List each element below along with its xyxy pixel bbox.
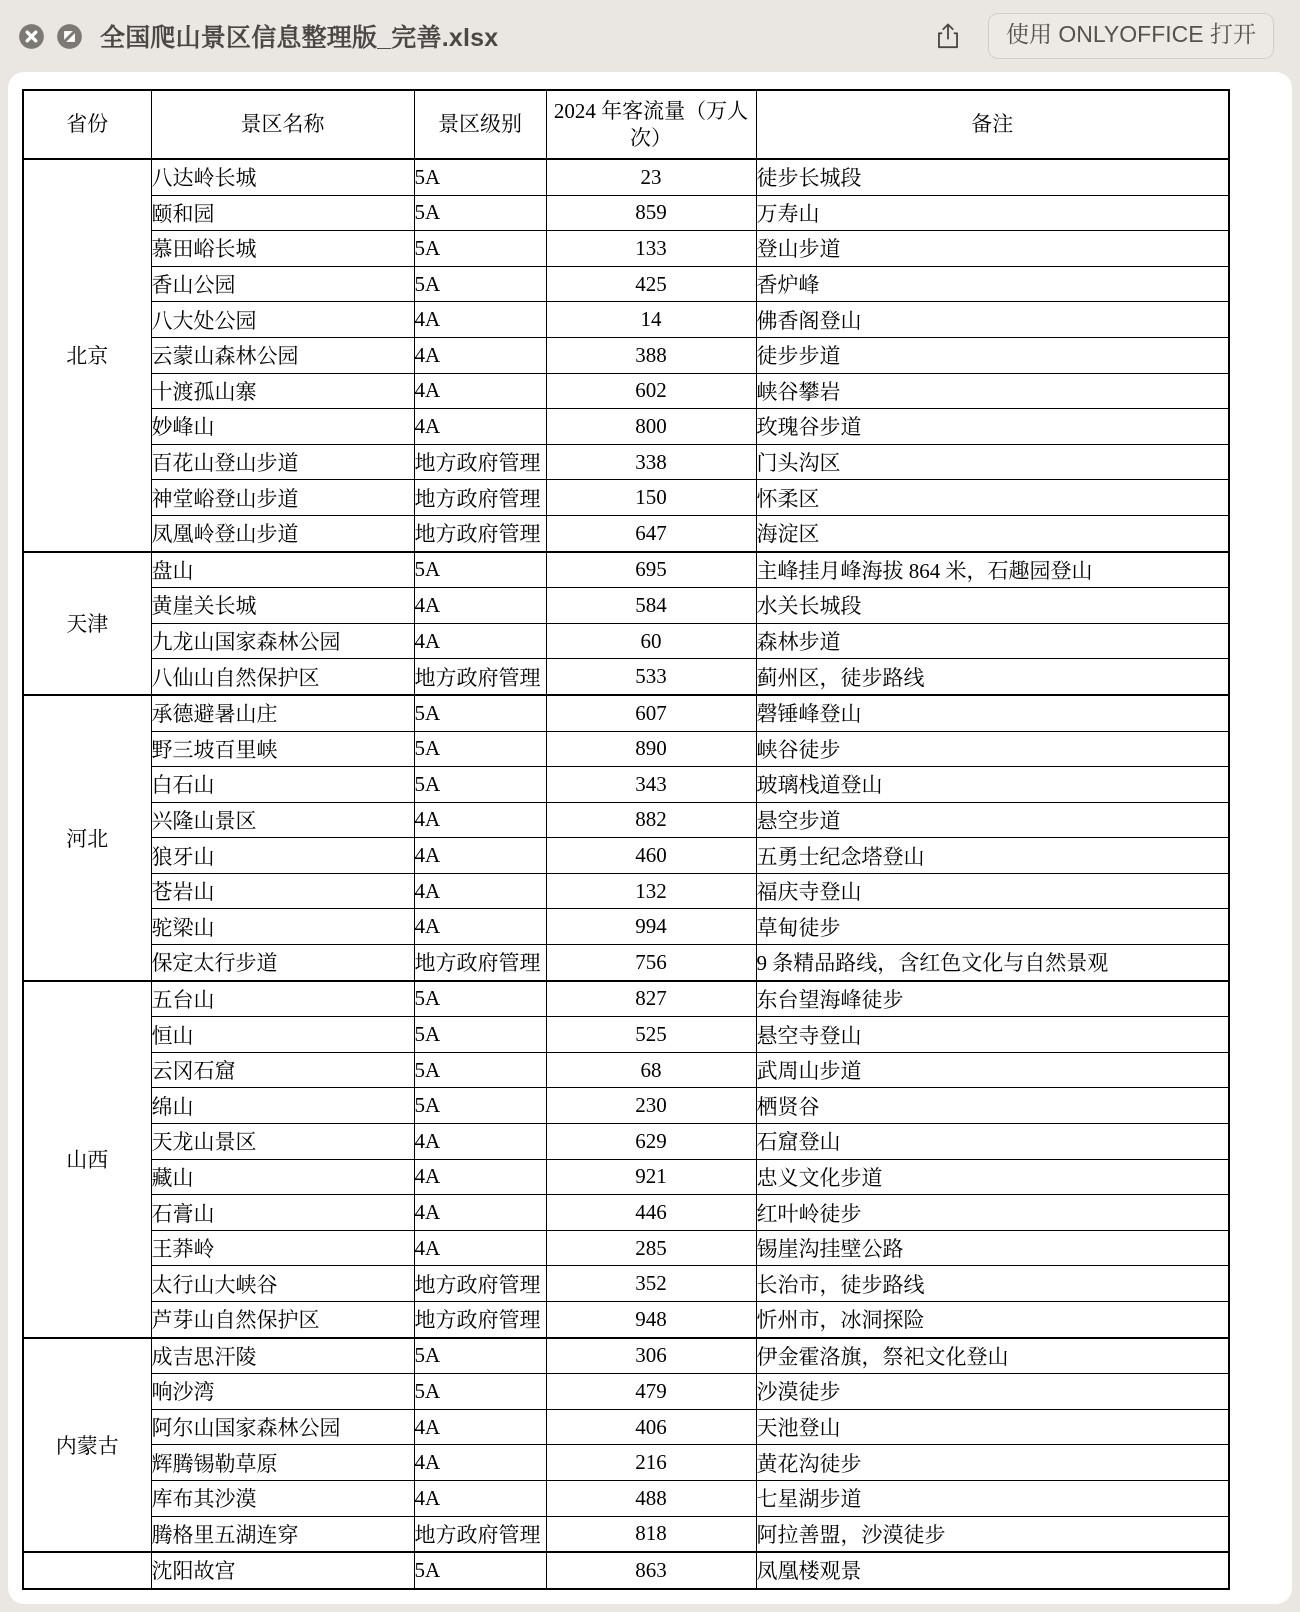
cell-traffic: 216: [546, 1445, 756, 1481]
cell-traffic: 756: [546, 945, 756, 981]
cell-area-name: 沈阳故宫: [151, 1552, 414, 1589]
cell-traffic: 479: [546, 1374, 756, 1410]
cell-note: 草甸徒步: [756, 909, 1229, 945]
cell-province: 河北: [23, 695, 151, 981]
cell-traffic: 695: [546, 552, 756, 588]
cell-traffic: 14: [546, 302, 756, 338]
header-traffic: 2024 年客流量（万人次）: [546, 90, 756, 159]
cell-area-level: 5A: [414, 767, 546, 803]
cell-note: 佛香阁登山: [756, 302, 1229, 338]
share-export-icon[interactable]: [936, 22, 960, 50]
table-row: [23, 159, 1229, 195]
cell-note: 石窟登山: [756, 1124, 1229, 1160]
cell-note: 红叶岭徒步: [756, 1195, 1229, 1231]
table-row: [23, 337, 1229, 373]
table-row: [23, 1088, 1229, 1124]
cell-area-level: 4A: [414, 802, 546, 838]
cell-note: 玫瑰谷步道: [756, 409, 1229, 445]
table-row: [23, 838, 1229, 874]
cell-area-name: 十渡孤山寨: [151, 373, 414, 409]
cell-traffic: 921: [546, 1159, 756, 1195]
header-notes: 备注: [756, 90, 1229, 159]
cell-note: 锡崖沟挂壁公路: [756, 1230, 1229, 1266]
cell-traffic: 629: [546, 1124, 756, 1160]
table-row: [23, 1374, 1229, 1410]
table-row: [23, 1159, 1229, 1195]
cell-note: 磬锤峰登山: [756, 695, 1229, 731]
cell-province: 内蒙古: [23, 1338, 151, 1553]
cell-area-name: 九龙山国家森林公园: [151, 623, 414, 659]
cell-area-name: 兴隆山景区: [151, 802, 414, 838]
cell-area-level: 5A: [414, 1052, 546, 1088]
cell-area-name: 天龙山景区: [151, 1124, 414, 1160]
cell-area-level: 4A: [414, 1445, 546, 1481]
cell-note: 森林步道: [756, 623, 1229, 659]
table-row: [23, 266, 1229, 302]
cell-traffic: 533: [546, 659, 756, 695]
cell-traffic: 338: [546, 444, 756, 480]
table-row: [23, 731, 1229, 767]
cell-traffic: 68: [546, 1052, 756, 1088]
header-area-level: 景区级别: [414, 90, 546, 159]
cell-province: [23, 1552, 151, 1589]
document-viewer-panel: [8, 72, 1292, 1604]
cell-area-name: 野三坡百里峡: [151, 731, 414, 767]
cell-area-level: 4A: [414, 373, 546, 409]
cell-area-level: 地方政府管理: [414, 1516, 546, 1552]
cell-traffic: 882: [546, 802, 756, 838]
table-row: [23, 623, 1229, 659]
cell-area-level: 4A: [414, 1480, 546, 1516]
cell-note: 徒步步道: [756, 337, 1229, 373]
table-row: [23, 1195, 1229, 1231]
cell-area-name: 八大处公园: [151, 302, 414, 338]
table-row: [23, 409, 1229, 445]
cell-note: 忻州市，冰洞探险: [756, 1302, 1229, 1338]
cell-area-level: 4A: [414, 409, 546, 445]
cell-area-level: 5A: [414, 195, 546, 231]
table-row: [23, 1124, 1229, 1160]
cell-traffic: 343: [546, 767, 756, 803]
cell-note: 徒步长城段: [756, 159, 1229, 195]
cell-note: 沙漠徒步: [756, 1374, 1229, 1410]
table-row: [23, 1052, 1229, 1088]
table-row: [23, 1445, 1229, 1481]
cell-traffic: 994: [546, 909, 756, 945]
header-area-name: 景区名称: [151, 90, 414, 159]
table-row: [23, 1017, 1229, 1053]
cell-area-name: 成吉思汗陵: [151, 1338, 414, 1374]
cell-traffic: 306: [546, 1338, 756, 1374]
cell-area-name: 神堂峪登山步道: [151, 480, 414, 516]
cell-traffic: 525: [546, 1017, 756, 1053]
table-row: [23, 231, 1229, 267]
table-row: [23, 1230, 1229, 1266]
table-header: [23, 90, 1229, 159]
header-province: 省份: [23, 90, 151, 159]
cell-area-name: 恒山: [151, 1017, 414, 1053]
cell-note: 东台望海峰徒步: [756, 981, 1229, 1017]
cell-area-name: 保定太行步道: [151, 945, 414, 981]
block-circle-icon[interactable]: [56, 23, 83, 50]
cell-traffic: 132: [546, 873, 756, 909]
cell-area-level: 地方政府管理: [414, 659, 546, 695]
cell-traffic: 800: [546, 409, 756, 445]
cell-note: 峡谷徒步: [756, 731, 1229, 767]
cell-traffic: 488: [546, 1480, 756, 1516]
table-row: [23, 1552, 1229, 1589]
table-row: [23, 873, 1229, 909]
cell-area-level: 4A: [414, 1230, 546, 1266]
cell-area-name: 苍岩山: [151, 873, 414, 909]
cell-area-name: 王莽岭: [151, 1230, 414, 1266]
cell-note: 阿拉善盟，沙漠徒步: [756, 1516, 1229, 1552]
cell-note: 悬空寺登山: [756, 1017, 1229, 1053]
scenic-areas-table: [22, 89, 1230, 1590]
cell-note: 玻璃栈道登山: [756, 767, 1229, 803]
cell-traffic: 827: [546, 981, 756, 1017]
cell-area-name: 狼牙山: [151, 838, 414, 874]
table-row: [23, 1266, 1229, 1302]
cell-area-name: 黄崖关长城: [151, 588, 414, 624]
cell-area-level: 5A: [414, 1338, 546, 1374]
cell-area-level: 地方政府管理: [414, 1302, 546, 1338]
cell-traffic: 150: [546, 480, 756, 516]
cell-traffic: 890: [546, 731, 756, 767]
cell-note: 万寿山: [756, 195, 1229, 231]
cell-area-level: 4A: [414, 623, 546, 659]
cell-area-name: 太行山大峡谷: [151, 1266, 414, 1302]
table-body: [23, 159, 1229, 1589]
titlebar-left-group: [18, 18, 936, 54]
cell-area-level: 5A: [414, 731, 546, 767]
cell-area-level: 4A: [414, 1159, 546, 1195]
close-circle-icon[interactable]: [18, 23, 45, 50]
cell-area-level: 5A: [414, 981, 546, 1017]
window-titlebar: [0, 0, 1300, 72]
cell-area-name: 八仙山自然保护区: [151, 659, 414, 695]
cell-note: 长治市，徒步路线: [756, 1266, 1229, 1302]
table-row: [23, 1409, 1229, 1445]
open-with-onlyoffice-button[interactable]: 使用 ONLYOFFICE 打开: [988, 13, 1274, 58]
cell-area-name: 芦芽山自然保护区: [151, 1302, 414, 1338]
cell-note: 武周山步道: [756, 1052, 1229, 1088]
cell-area-level: 5A: [414, 1552, 546, 1589]
cell-area-level: 5A: [414, 159, 546, 195]
table-row: [23, 373, 1229, 409]
cell-area-name: 白石山: [151, 767, 414, 803]
cell-area-name: 阿尔山国家森林公园: [151, 1409, 414, 1445]
cell-traffic: 23: [546, 159, 756, 195]
cell-traffic: 230: [546, 1088, 756, 1124]
cell-area-name: 驼梁山: [151, 909, 414, 945]
cell-area-level: 5A: [414, 552, 546, 588]
table-row: [23, 981, 1229, 1017]
cell-area-name: 妙峰山: [151, 409, 414, 445]
cell-traffic: 818: [546, 1516, 756, 1552]
table-row: [23, 802, 1229, 838]
cell-area-name: 响沙湾: [151, 1374, 414, 1410]
table-row: [23, 695, 1229, 731]
cell-note: 五勇士纪念塔登山: [756, 838, 1229, 874]
cell-area-name: 腾格里五湖连穿: [151, 1516, 414, 1552]
cell-traffic: 133: [546, 231, 756, 267]
cell-note: 水关长城段: [756, 588, 1229, 624]
cell-traffic: 607: [546, 695, 756, 731]
cell-note: 峡谷攀岩: [756, 373, 1229, 409]
table-row: [23, 515, 1229, 551]
cell-traffic: 446: [546, 1195, 756, 1231]
cell-area-name: 颐和园: [151, 195, 414, 231]
cell-area-level: 5A: [414, 231, 546, 267]
cell-area-name: 绵山: [151, 1088, 414, 1124]
cell-note: 凤凰楼观景: [756, 1552, 1229, 1589]
cell-area-name: 香山公园: [151, 266, 414, 302]
table-row: [23, 588, 1229, 624]
cell-area-level: 地方政府管理: [414, 945, 546, 981]
cell-area-name: 石膏山: [151, 1195, 414, 1231]
table-row: [23, 659, 1229, 695]
cell-traffic: 60: [546, 623, 756, 659]
cell-traffic: 602: [546, 373, 756, 409]
table-row: [23, 302, 1229, 338]
cell-note: 伊金霍洛旗，祭祀文化登山: [756, 1338, 1229, 1374]
cell-note: 门头沟区: [756, 444, 1229, 480]
cell-note: 怀柔区: [756, 480, 1229, 516]
cell-area-level: 5A: [414, 266, 546, 302]
cell-area-level: 5A: [414, 1017, 546, 1053]
cell-area-name: 百花山登山步道: [151, 444, 414, 480]
cell-traffic: 647: [546, 515, 756, 551]
spreadsheet-sheet: [22, 89, 1228, 1590]
cell-area-name: 藏山: [151, 1159, 414, 1195]
cell-area-name: 云蒙山森林公园: [151, 337, 414, 373]
cell-area-level: 5A: [414, 1374, 546, 1410]
table-row: [23, 552, 1229, 588]
cell-traffic: 584: [546, 588, 756, 624]
cell-area-level: 4A: [414, 838, 546, 874]
table-row: [23, 945, 1229, 981]
cell-area-level: 地方政府管理: [414, 515, 546, 551]
cell-area-level: 5A: [414, 695, 546, 731]
cell-traffic: 388: [546, 337, 756, 373]
cell-area-name: 五台山: [151, 981, 414, 1017]
cell-area-name: 辉腾锡勒草原: [151, 1445, 414, 1481]
cell-area-level: 4A: [414, 1195, 546, 1231]
cell-area-name: 慕田峪长城: [151, 231, 414, 267]
cell-area-level: 4A: [414, 1124, 546, 1160]
cell-traffic: 863: [546, 1552, 756, 1589]
cell-area-level: 4A: [414, 302, 546, 338]
cell-province: 北京: [23, 159, 151, 552]
cell-area-level: 5A: [414, 1088, 546, 1124]
cell-area-level: 4A: [414, 909, 546, 945]
table-row: [23, 1480, 1229, 1516]
cell-note: 登山步道: [756, 231, 1229, 267]
table-row: [23, 1302, 1229, 1338]
cell-area-name: 库布其沙漠: [151, 1480, 414, 1516]
cell-area-level: 4A: [414, 588, 546, 624]
table-row: [23, 195, 1229, 231]
cell-area-name: 云冈石窟: [151, 1052, 414, 1088]
cell-note: 主峰挂月峰海拔 864 米，石趣园登山: [756, 552, 1229, 588]
table-row: [23, 1516, 1229, 1552]
cell-area-level: 地方政府管理: [414, 480, 546, 516]
cell-traffic: 948: [546, 1302, 756, 1338]
cell-note: 9 条精品路线，含红色文化与自然景观: [756, 945, 1229, 981]
cell-note: 悬空步道: [756, 802, 1229, 838]
titlebar-right-group: [936, 13, 1274, 58]
header-row: [23, 90, 1229, 159]
table-row: [23, 909, 1229, 945]
cell-note: 七星湖步道: [756, 1480, 1229, 1516]
cell-area-level: 地方政府管理: [414, 1266, 546, 1302]
cell-area-name: 八达岭长城: [151, 159, 414, 195]
cell-traffic: 406: [546, 1409, 756, 1445]
cell-area-level: 4A: [414, 337, 546, 373]
table-row: [23, 767, 1229, 803]
cell-note: 天池登山: [756, 1409, 1229, 1445]
cell-note: 栖贤谷: [756, 1088, 1229, 1124]
table-row: [23, 444, 1229, 480]
cell-traffic: 285: [546, 1230, 756, 1266]
cell-note: 蓟州区，徒步路线: [756, 659, 1229, 695]
table-row: [23, 480, 1229, 516]
cell-traffic: 859: [546, 195, 756, 231]
document-title: 全国爬山景区信息整理版_完善.xlsx: [100, 24, 499, 52]
cell-traffic: 352: [546, 1266, 756, 1302]
cell-traffic: 425: [546, 266, 756, 302]
cell-traffic: 460: [546, 838, 756, 874]
cell-province: 天津: [23, 552, 151, 695]
cell-area-name: 凤凰岭登山步道: [151, 515, 414, 551]
cell-note: 海淀区: [756, 515, 1229, 551]
cell-note: 香炉峰: [756, 266, 1229, 302]
cell-note: 忠义文化步道: [756, 1159, 1229, 1195]
cell-note: 黄花沟徒步: [756, 1445, 1229, 1481]
cell-area-level: 4A: [414, 1409, 546, 1445]
cell-province: 山西: [23, 981, 151, 1338]
cell-area-level: 4A: [414, 873, 546, 909]
cell-note: 福庆寺登山: [756, 873, 1229, 909]
cell-area-name: 承德避暑山庄: [151, 695, 414, 731]
cell-area-name: 盘山: [151, 552, 414, 588]
cell-area-level: 地方政府管理: [414, 444, 546, 480]
table-row: [23, 1338, 1229, 1374]
